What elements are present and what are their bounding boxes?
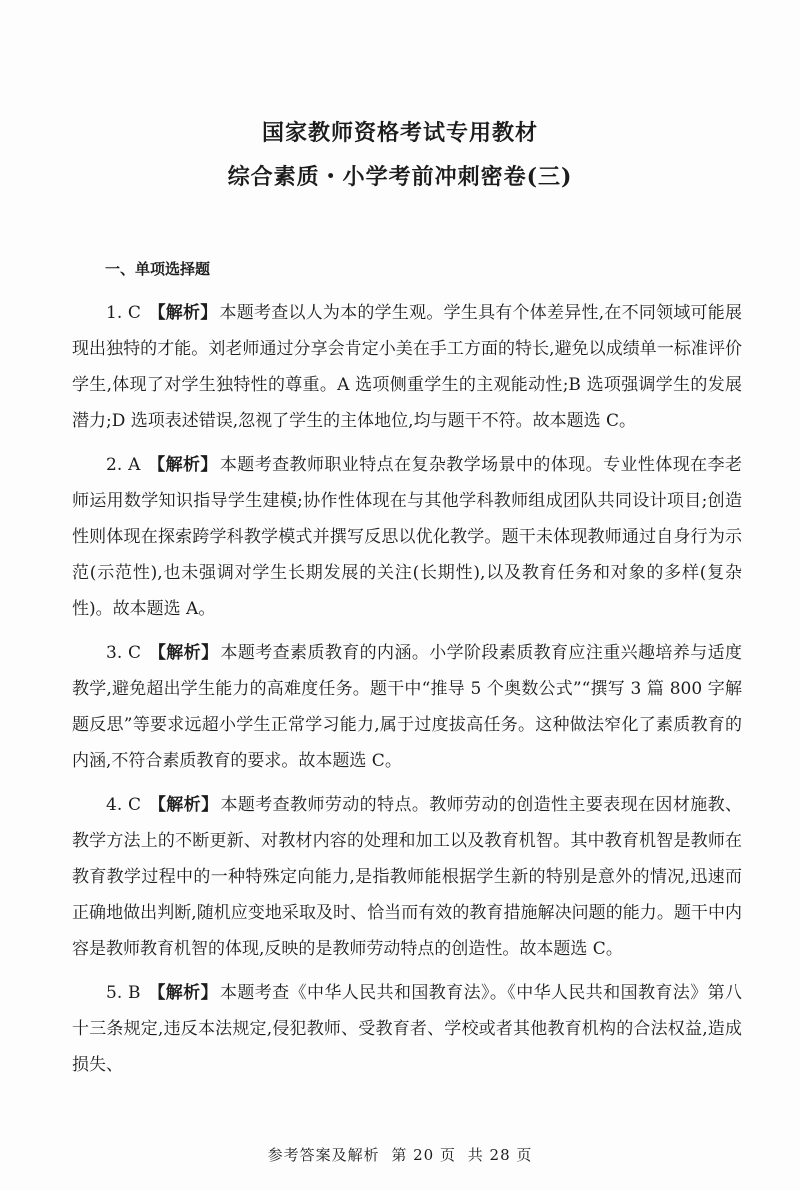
analysis-text: 本题考查《中华人民共和国教育法》。《中华人民共和国教育法》第八十三条规定,违反本法规定,侵犯教师、受教育者、学校或者其他教育机构的合法权益,造成损失、 [72, 983, 743, 1075]
answer-item [72, 447, 742, 627]
section-heading: 一、单项选择题 [105, 260, 211, 278]
analysis-tag: 【解析】 [148, 795, 219, 815]
question-number: 3. [106, 643, 123, 663]
question-number: 4. [106, 795, 123, 815]
analysis-text: 本题考查教师劳动的特点。教师劳动的创造性主要表现在因材施教、教学方法上的不断更新、对教材内容的处理和加工以及教育机智。其中教育机智是教师在教育教学过程中的一种特殊定向能力,是指教师能根据学生新的特别是意外的情况,迅速而正确地做出判断,随机应变地采取及时、恰当而有效的教育措施解决问题的能力。题干中内容是教师教育机智的体现,反映的是教师劳动特点的创造性。故本题选 C。 [72, 795, 743, 959]
footer-label: 参考答案及解析 [267, 1146, 380, 1164]
answer-option: A [128, 455, 141, 475]
analysis-tag: 【解析】 [148, 303, 218, 323]
analysis-text: 本题考查素质教育的内涵。小学阶段素质教育应注重兴趣培养与适度教学,避免超出学生能力的高难度任务。题干中“推导 5 个奥数公式”“撰写 3 篇 800 字解题反思”等要求远超小学生正常学习能力,属于过度拔高任务。这种做法窄化了素质教育的内涵,不符合素质教育的要求。故本题选 C。 [72, 643, 743, 771]
question-number: 1. [106, 303, 123, 323]
answer-item [72, 635, 742, 779]
question-number: 2. [106, 455, 123, 475]
document-title: 国家教师资格考试专用教材 [261, 120, 538, 146]
answer-option: C [128, 795, 142, 815]
document-subtitle: 综合素质・小学考前冲刺密卷(三) [227, 164, 573, 190]
analysis-tag: 【解析】 [148, 455, 218, 475]
answer-option: C [127, 303, 141, 323]
answer-item [72, 975, 742, 1083]
footer-page-number: 第 20 页 [391, 1146, 456, 1164]
answer-item [72, 295, 742, 439]
analysis-tag: 【解析】 [148, 643, 219, 663]
answer-list [72, 295, 742, 1091]
answer-option: C [128, 643, 142, 663]
page-footer [0, 1144, 800, 1165]
analysis-text: 本题考查教师职业特点在复杂教学场景中的体现。专业性体现在李老师运用数学知识指导学生建模;协作性体现在与其他学科教师组成团队共同设计项目;创造性则体现在探索跨学科教学模式并撰写反思以优化教学。题干未体现教师通过自身行为示范(示范性),也未强调对学生长期发展的关注(长期性),以及教育任务和对象的多样(复杂性)。故本题选 A。 [72, 455, 743, 619]
footer-total-pages: 共 28 页 [467, 1146, 533, 1164]
question-number: 5. [106, 983, 123, 1003]
answer-option: B [128, 983, 141, 1003]
analysis-text: 本题考查以人为本的学生观。学生具有个体差异性,在不同领域可能展现出独特的才能。刘老师通过分享会肯定小美在手工方面的特长,避免以成绩单一标准评价学生,体现了对学生独特性的尊重。A 选项侧重学生的主观能动性;B 选项强调学生的发展潜力;D 选项表述错误,忽视了学生的主体地位,均与题干不符。故本题选 C。 [72, 303, 743, 431]
analysis-tag: 【解析】 [148, 983, 218, 1003]
answer-item [72, 787, 742, 967]
